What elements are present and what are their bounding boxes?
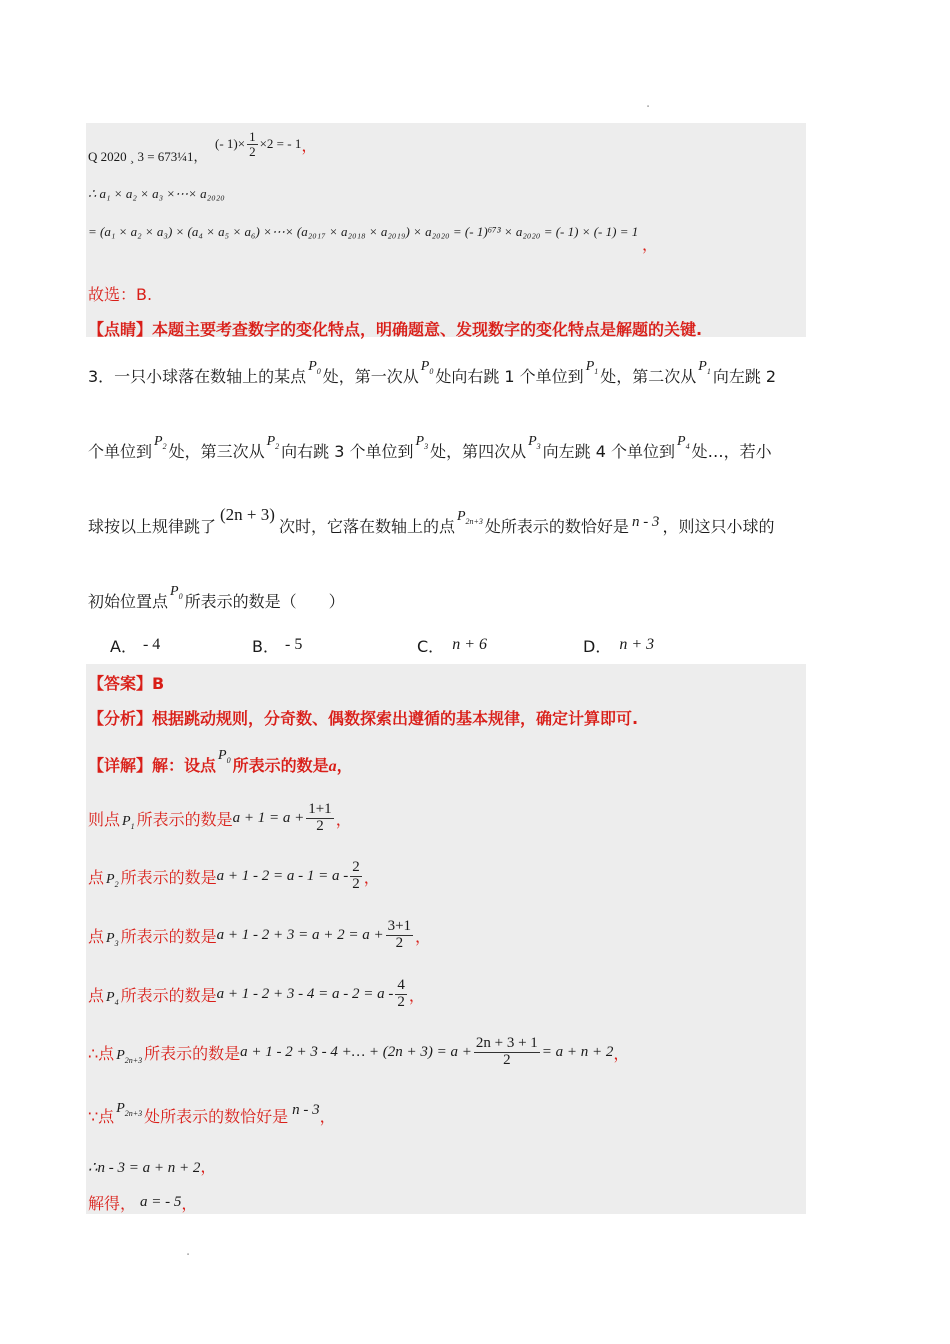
question-line-1: 3．一只小球落在数轴上的某点$P_0$ 处，第一次从$P_0$ 处向右跳 1 个单位到$P_1$ 处，第二次从$P_1$ 向左跳 2 xyxy=(88,359,777,386)
step-p3: 点 $P_3$ 所表示的数是 a + 1 - 2 + 3 = a + 2 = a + $\frac{3+1}{2}$ ， xyxy=(88,918,432,951)
question-line-4: 初始位置点$P_0$ 所表示的数是（ ） xyxy=(88,584,345,611)
step-equation: ∴n - 3 = a + n + 2， xyxy=(88,1157,217,1176)
tip-text: 【点睛】本题主要考查数字的变化特点，明确题意、发现数字的变化特点是解题的关键. xyxy=(88,320,703,339)
point-pn: $P_{2n+3}$ xyxy=(456,509,483,526)
point-p3: $P_3$ xyxy=(528,434,541,451)
calc-line-3-end: ， xyxy=(642,235,659,254)
option-b[interactable]: B． - 5 xyxy=(252,636,303,656)
option-a[interactable]: A． - 4 xyxy=(110,636,161,656)
point-p3: $P_3$ xyxy=(415,434,429,451)
point-p2: $P_2$ xyxy=(154,434,167,451)
calc-line-1-expr: (- 1)× $\frac{1}{2}$ ×2 = - 1 ， xyxy=(215,129,318,159)
bottom-mark: . xyxy=(186,1244,191,1259)
answer-choice: 故选：B. xyxy=(88,285,153,304)
answer-label: 【答案】B xyxy=(88,674,165,693)
option-d[interactable]: D． n + 3 xyxy=(583,636,655,656)
point-p0: $P_0$ xyxy=(308,359,321,376)
point-p1: $P_1$ xyxy=(585,359,599,376)
step-p1: 则点 $P_1$ 所表示的数是 a + 1 = a + $\frac{1+1}{2}$ ， xyxy=(88,801,352,834)
question-line-3: 球按以上规律跳了(2n + 3)次时，它落在数轴上的点$P_{2n+3}$ 处所表示的数恰好是 n - 3 ，则这只小球的 xyxy=(88,505,775,536)
fraction: $\frac{3+1}{2}$ xyxy=(387,918,412,951)
fraction: $\frac{2}{2}$ xyxy=(352,859,360,892)
step-p2: 点 $P_2$ 所表示的数是 a + 1 - 2 = a - 1 = a - $\frac{2}{2}$ ， xyxy=(88,859,380,892)
step-condition: ∵点 $P_{2n+3}$ 处所表示的数恰好是 n - 3， xyxy=(88,1101,336,1126)
calc-line-2: ∴ a₁ × a₂ × a₃ ×⋯× a₂₀₂₀ xyxy=(88,186,225,201)
fraction: $\frac{2n + 3 + 1}{2}$ xyxy=(475,1035,538,1068)
step-result: 解得， a = - 5， xyxy=(88,1194,198,1213)
step-pn: ∴点 $P_{2n+3}$ 所表示的数是 a + 1 - 2 + 3 - 4 +… + (2n + 3) = a + $\frac{2n + 3 + 1}{2}$ = a + n + 2 ， xyxy=(88,1035,630,1068)
detail-intro: 【详解】解：设点$P_0$ 所表示的数是a， xyxy=(88,748,353,775)
jump-count: (2n + 3) xyxy=(220,505,275,524)
question-line-2: 个单位到$P_2$ 处，第三次从$P_2$ 向右跳 3 个单位到$P_3$ 处，第四次从$P_3$ 向左跳 4 个单位到$P_4$ 处…，若小 xyxy=(88,434,772,461)
calc-line-1-left: Q 2020 ¸ 3 = 673¼1， xyxy=(88,149,207,164)
fraction: $\frac{1}{2}$ xyxy=(249,129,256,159)
point-p0: $P_0$ xyxy=(170,584,183,601)
point-p2: $P_2$ xyxy=(266,434,280,451)
point-p4: $P_4$ xyxy=(677,434,690,451)
fraction: $\frac{1+1}{2}$ xyxy=(308,801,332,834)
fraction: $\frac{4}{2}$ xyxy=(397,977,405,1010)
point-p0: $P_0$ xyxy=(420,359,434,376)
option-c[interactable]: C． n + 6 xyxy=(417,636,487,656)
step-p4: 点 $P_4$ 所表示的数是 a + 1 - 2 + 3 - 4 = a - 2 = a - $\frac{4}{2}$ ， xyxy=(88,977,425,1010)
top-mark: . xyxy=(646,96,651,111)
analysis-text: 【分析】根据跳动规则，分奇数、偶数探索出遵循的基本规律，确定计算即可. xyxy=(88,709,639,728)
calc-line-3: = (a₁ × a₂ × a₃) × (a₄ × a₅ × a₆) ×⋯× (a₂₀₁₇ × a₂₀₁₈ × a₂₀₁₉) × a₂₀₂₀ = (- 1)⁶⁷³ × a₂₀₂₀ = (- 1) × (- 1) = 1 xyxy=(88,224,639,239)
point-p1: $P_1$ xyxy=(698,359,711,376)
point-p0: $P_0$ xyxy=(218,748,231,765)
